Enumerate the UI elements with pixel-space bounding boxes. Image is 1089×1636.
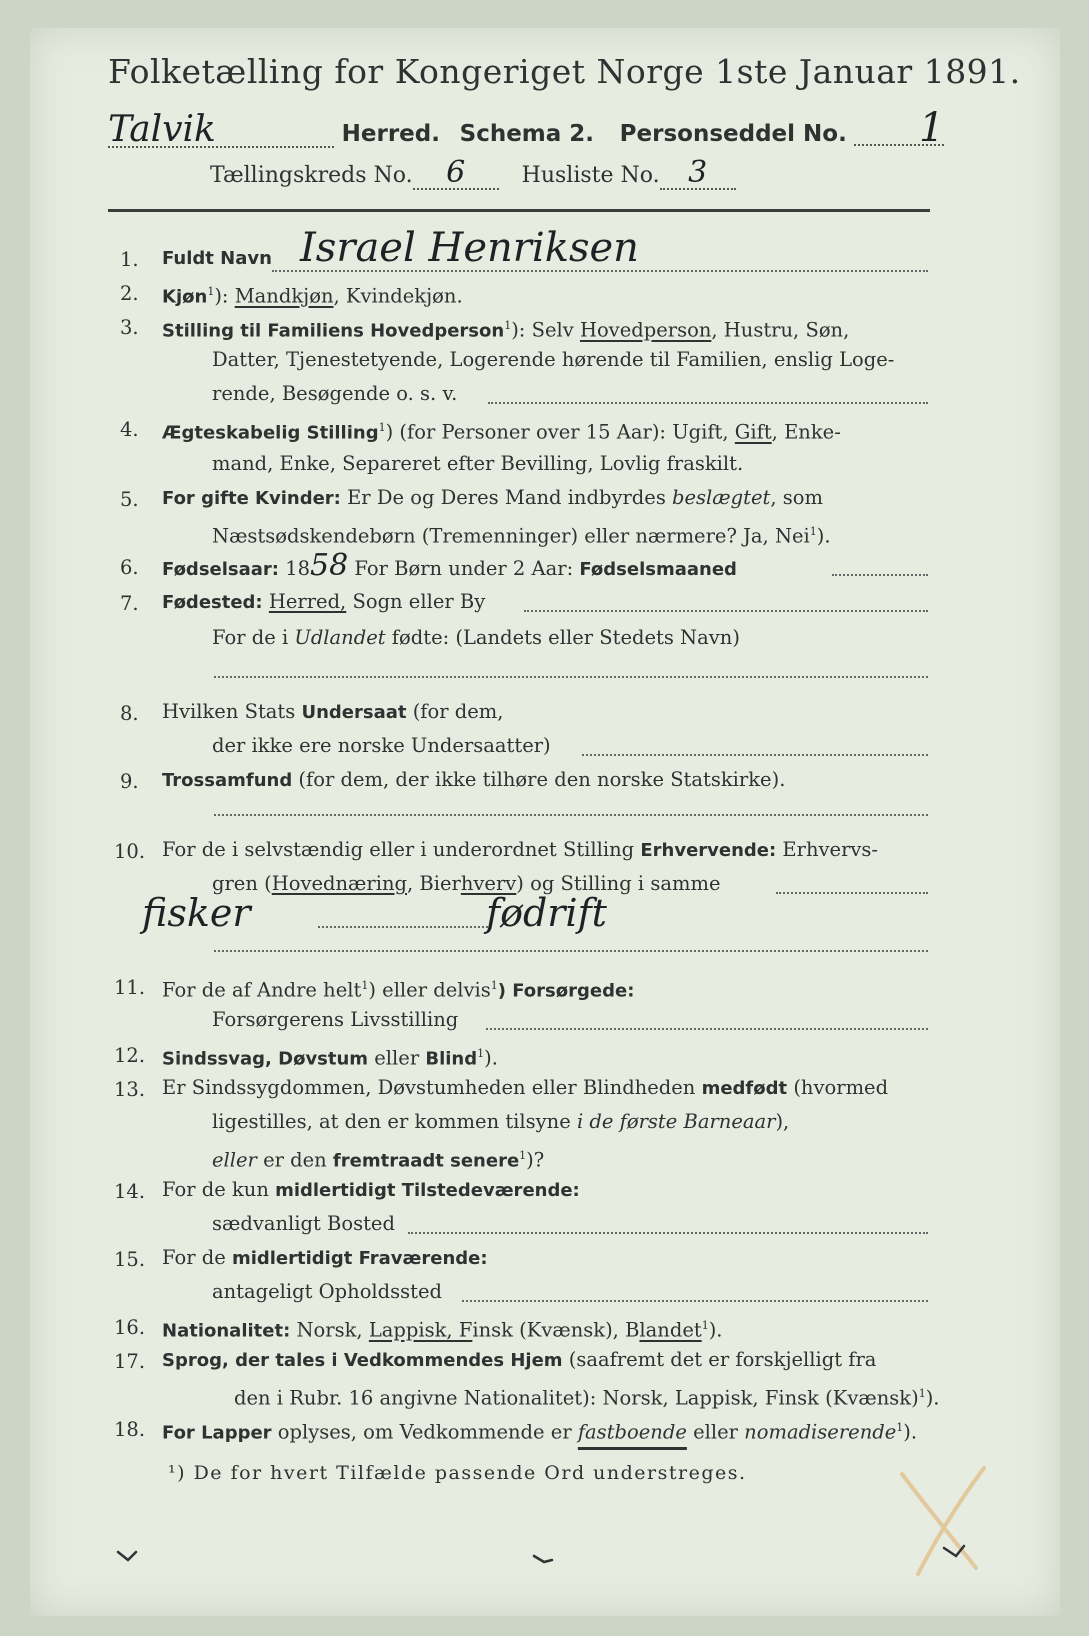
footnote: ¹) De for hvert Tilfælde passende Ord understreges.: [168, 1462, 747, 1484]
field-label: For Lapper: [162, 1422, 272, 1444]
dotted-line: [524, 610, 928, 612]
item-3-line-2: Datter, Tjenestetyende, Logerende hørende til Familien, enslig Loge-: [212, 348, 895, 371]
item-5-line-2: [212, 520, 831, 549]
field-label: Stilling til Familiens Hovedperson: [162, 320, 505, 342]
field-label: For gifte Kvinder:: [162, 488, 341, 509]
field-label: Fødselsaar:: [162, 559, 279, 580]
occupation-value-2: fødrift: [486, 891, 607, 935]
item-2-row: [162, 280, 463, 310]
text: Udlandet: [294, 626, 386, 649]
text: For Børn under 2 Aar:: [348, 557, 580, 580]
header-line-kreds: [210, 155, 736, 191]
text: , Kvindekjøn.: [333, 284, 463, 308]
selected-option: Mandkjøn: [234, 284, 334, 308]
item-14-line-2: sædvanligt Bosted: [212, 1212, 395, 1235]
item-16-row: [162, 1314, 723, 1344]
dotted-line: [214, 676, 928, 678]
item-13-row: [162, 1076, 888, 1101]
field-label: Fødselsmaaned: [579, 559, 737, 580]
text: For de kun: [162, 1178, 276, 1201]
dotted-line: [462, 1300, 928, 1302]
birth-year-value: 58: [310, 548, 349, 583]
field-label: Sprog, der tales i Vedkommendes Hjem: [162, 1350, 563, 1371]
item-18-row: [162, 1416, 917, 1446]
item-3-line-3: rende, Besøgende o. s. v.: [212, 382, 458, 405]
text: , som: [770, 486, 823, 509]
item-13-line-3: [212, 1144, 544, 1174]
item-number: 14.: [114, 1180, 146, 1203]
text: oplyses, om Vedkommende er: [271, 1420, 578, 1444]
item-number: 18.: [114, 1418, 146, 1441]
item-7-line-2: [212, 626, 740, 650]
item-number: 13.: [114, 1078, 146, 1101]
field-label: Kjøn: [162, 286, 208, 308]
item-number: 16.: [114, 1316, 146, 1339]
item-10-row: [162, 838, 878, 863]
dotted-line: [214, 950, 928, 952]
item-5-row: [162, 486, 823, 511]
field-label: Erhvervende:: [640, 840, 777, 861]
husliste-label: Husliste No.: [521, 163, 660, 188]
item-number: 6.: [120, 556, 139, 579]
footnote-mark: 1: [477, 1047, 485, 1060]
text: ) (for Personer over 15 Aar): Ugift,: [385, 420, 735, 444]
item-10-line-2: [212, 872, 720, 896]
field-label: Fuldt Navn: [162, 248, 272, 269]
item-12-row: [162, 1042, 498, 1072]
field-label: midlertidigt Tilstedeværende:: [275, 1180, 580, 1201]
text: Er De og Deres Mand indbyrdes: [340, 486, 673, 509]
selected-option: landet: [639, 1318, 702, 1342]
item-4-row: [162, 416, 841, 446]
text: ).: [484, 1046, 498, 1070]
item-15-line-2: antageligt Opholdssted: [212, 1280, 443, 1303]
dotted-line: [272, 270, 928, 272]
text: ).: [816, 524, 831, 548]
dotted-line: [776, 892, 928, 894]
text: ) eller delvis: [368, 978, 491, 1002]
husliste-value: 3: [660, 158, 736, 190]
kreds-value: 6: [413, 158, 499, 190]
item-11-line-2: Forsørgerens Livsstilling: [212, 1008, 459, 1031]
text: For de i selvstændig eller i underordnet Stilling: [162, 838, 641, 861]
selected-option: Herred,: [268, 590, 347, 613]
herred-name: Talvik: [108, 114, 334, 148]
text: ).: [708, 1318, 723, 1342]
field-label: Nationalitet:: [162, 1320, 291, 1342]
footnote-mark: 1: [519, 1149, 527, 1162]
item-7-row: [162, 590, 485, 615]
corner-tick-mark: [118, 1546, 964, 1562]
selected-option: hverv: [460, 872, 517, 895]
text: ):: [214, 284, 235, 308]
pencil-cross-mark: [902, 1468, 984, 1574]
text: eller: [686, 1420, 745, 1444]
dotted-line: [408, 1232, 928, 1234]
footnote-mark: 1: [207, 285, 215, 298]
item-8-line-2: der ikke ere norske Undersaatter): [212, 734, 551, 757]
text: (for dem,: [406, 700, 504, 723]
dotted-line: [318, 926, 488, 928]
dotted-line: [832, 574, 928, 576]
kreds-label: Tællingskreds No.: [210, 163, 413, 188]
field-label: midlertidigt Fraværende:: [231, 1248, 488, 1269]
text: eller: [368, 1046, 426, 1070]
field-label: fremtraadt senere: [332, 1150, 520, 1172]
item-13-line-2: [212, 1110, 789, 1134]
header-line-herred: [108, 105, 945, 151]
text: (saafremt det er forskjelligt fra: [562, 1348, 877, 1371]
text: Er Sindssygdommen, Døvstumheden eller Blindheden: [162, 1076, 702, 1099]
field-label: Blind: [425, 1048, 478, 1070]
text: fødte: (Landets eller Stedets Navn): [385, 626, 740, 649]
field-label: medfødt: [701, 1078, 788, 1099]
dotted-line: [488, 402, 928, 404]
text: den i Rubr. 16 angivne Nationalitet): Norsk, Lappisk, Finsk (Kvænsk): [234, 1386, 919, 1410]
footnote-mark: 1: [504, 319, 512, 332]
footnote-mark: 1: [701, 1319, 709, 1332]
text: insk (Kvænsk), B: [472, 1318, 640, 1342]
field-label: Trossamfund: [162, 770, 293, 791]
herred-label: Herred.: [341, 121, 440, 147]
text: For de af Andre helt: [162, 978, 362, 1002]
personseddel-value: 1: [854, 112, 944, 146]
field-label: Fødested:: [162, 592, 263, 613]
item-17-row: [162, 1348, 876, 1373]
item-number: 8.: [120, 702, 139, 725]
item-number: 1.: [120, 248, 139, 271]
item-3-row: [162, 314, 849, 344]
text: Sogn eller By: [346, 590, 486, 613]
item-9-row: [162, 768, 785, 793]
item-8-row: [162, 700, 504, 725]
text: (for dem, der ikke tilhøre den norske Statskirke).: [292, 768, 786, 791]
text: ).: [903, 1420, 918, 1444]
text: Norsk,: [290, 1318, 369, 1342]
footnote-mark: 1: [378, 421, 386, 434]
item-17-line-2: [234, 1382, 940, 1411]
text: , Enke-: [771, 420, 841, 444]
selected-option: Lappisk, F: [368, 1318, 473, 1342]
text: er den: [256, 1148, 333, 1172]
item-number: 10.: [114, 840, 146, 863]
item-number: 4.: [120, 418, 139, 441]
selected-option: Gift: [734, 420, 772, 444]
text: )?: [526, 1148, 545, 1172]
text: Erhvervs-: [776, 838, 879, 861]
dotted-line: [582, 754, 928, 756]
field-label: Sindssvag, Døvstum: [162, 1048, 369, 1070]
item-number: 2.: [120, 282, 139, 305]
occupation-value-1: fisker: [142, 891, 251, 935]
text: For de i: [212, 626, 295, 649]
item-number: 9.: [120, 770, 139, 793]
field-label: Undersaat: [301, 702, 407, 723]
dotted-line: [486, 1028, 928, 1030]
footnote-mark: 1: [896, 1421, 904, 1434]
text: ).: [925, 1386, 940, 1410]
item-number: 7.: [120, 592, 139, 615]
text: nomadiserende: [744, 1420, 897, 1444]
item-11-row: [162, 974, 634, 1004]
item-number: 15.: [114, 1248, 146, 1271]
item-number: 12.: [114, 1044, 146, 1067]
dotted-line: [214, 814, 928, 816]
text: Hvilken Stats: [162, 700, 302, 723]
text: (hvormed: [787, 1076, 889, 1099]
header-rule: [108, 209, 930, 212]
field-label: ) Forsørgede:: [497, 980, 635, 1002]
item-number: 5.: [120, 488, 139, 511]
text: i de første Barneaar: [576, 1110, 776, 1133]
selected-option: fastboende: [577, 1420, 687, 1444]
text: , Bier: [407, 872, 461, 895]
item-number: 11.: [114, 976, 146, 999]
schema-label: Schema 2.: [459, 121, 595, 147]
selected-option: Hovednæring: [271, 872, 407, 895]
item-number: 17.: [114, 1350, 146, 1373]
name-value: Israel Henriksen: [300, 225, 639, 271]
text: 18: [279, 557, 311, 580]
item-15-row: [162, 1246, 488, 1271]
item-14-row: [162, 1178, 580, 1203]
text: Næstsødskendebørn (Tremenninger) eller nærmere? Ja, Nei: [212, 524, 810, 548]
item-1-row: [162, 246, 272, 271]
footnote-mark: 1: [490, 979, 498, 992]
text: ligestilles, at den er kommen tilsyne: [212, 1110, 577, 1133]
personseddel-label: Personseddel No.: [619, 121, 847, 147]
text: eller: [212, 1148, 257, 1172]
form-title: Folketælling for Kongeriget Norge 1ste Januar 1891.: [108, 52, 1021, 91]
item-4-line-2: mand, Enke, Separeret efter Bevilling, Lovlig fraskilt.: [212, 452, 744, 475]
text: gren (: [212, 872, 272, 895]
item-number: 3.: [120, 316, 139, 339]
footnote-mark: 1: [809, 525, 817, 538]
footnote-mark: 1: [361, 979, 369, 992]
text: ) og Stilling i samme: [516, 872, 721, 895]
text: , Hustru, Søn,: [711, 318, 850, 342]
text: For de: [162, 1246, 232, 1269]
item-6-row: [162, 548, 737, 583]
text: ),: [775, 1110, 790, 1133]
footnote-mark: 1: [918, 1387, 926, 1400]
text: beslægtet: [672, 486, 771, 509]
text: ): Selv: [511, 318, 580, 342]
selected-option: Hovedperson: [579, 318, 712, 342]
field-label: Ægteskabelig Stilling: [162, 422, 379, 444]
